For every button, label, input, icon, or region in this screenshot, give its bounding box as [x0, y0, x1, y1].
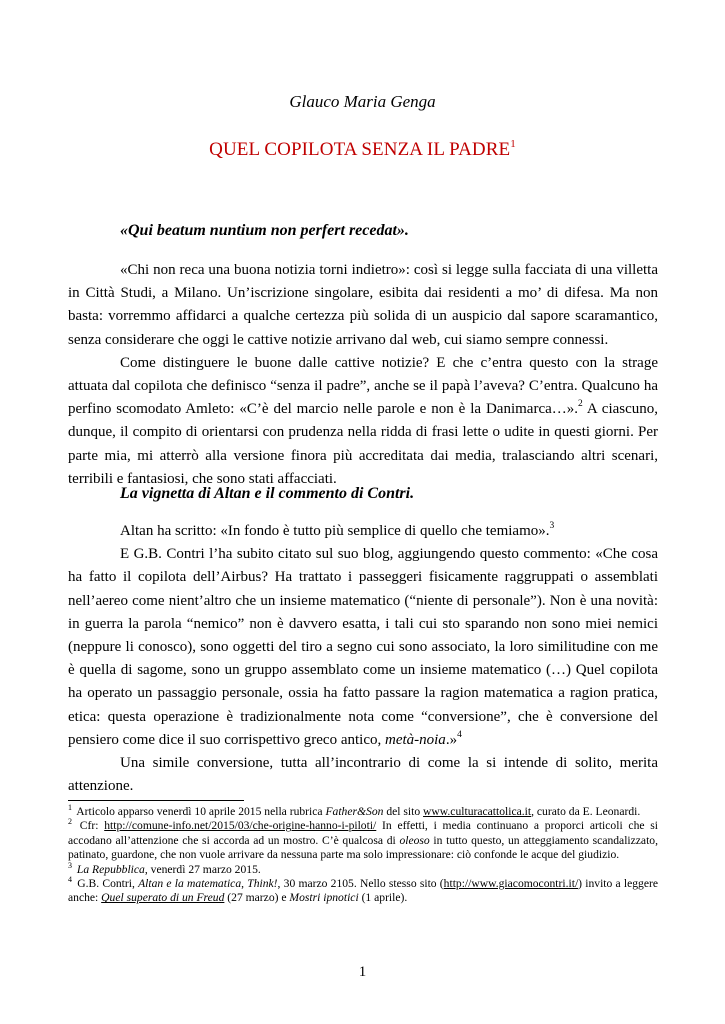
footnotes: [68, 805, 658, 906]
footnote-text: Articolo apparso venerdì 10 aprile 2015 nella rubrica: [76, 805, 326, 818]
footnote-text: (1 aprile).: [358, 891, 408, 905]
footnote-number: 1: [68, 803, 72, 812]
paragraph: [68, 543, 658, 752]
author-name: Glauco Maria Genga: [289, 92, 436, 111]
footnote-italic: La Repubblica: [76, 862, 145, 876]
footnote-italic: Father&Son: [325, 805, 384, 818]
footnote-text: in tutto questo, un atteggiamento scandalizzato, patinato, guardone, che non vuole arrivare da nessuna parte ma solo impressionare: ciò confonde le acque del giudizio.: [68, 833, 658, 862]
paragraph-text: .»: [445, 731, 458, 748]
paragraph: [68, 520, 658, 543]
footnote-text: Cfr:: [79, 819, 105, 833]
section-heading-altan-contri: La vignetta di Altan e il commento di Contri.: [120, 485, 415, 502]
footnote-link-italic[interactable]: Quel superato di un Freud: [101, 891, 225, 905]
footnote-1: [68, 805, 658, 819]
footnote-text: del sito: [383, 805, 424, 818]
footnote-italic: oleoso: [399, 833, 430, 847]
footnote-text: , 30 marzo 2105. Nello stesso sito (: [277, 877, 444, 891]
footnote-italic: Think!: [247, 877, 278, 891]
footnote-4: [68, 877, 658, 906]
footnote-italic: Mostri ipnotici: [289, 891, 359, 905]
footnote-2: [68, 819, 658, 862]
footnote-number: 4: [68, 875, 72, 885]
italic-term: metà-noia: [384, 731, 446, 748]
paragraph-text: A ciascuno, dunque, il compito di orientarsi con prudenza nella ridda di frasi lette o udite in questi giorni. Per parte mia, mi atterrò alla versione finora più accreditata dai media, tralasciando altri scenari, terribili e fantasiosi, che sono stati affacciati.: [68, 401, 659, 487]
footnote-number: 2: [68, 817, 72, 827]
footnote-link[interactable]: www.culturacattolica.it: [423, 805, 532, 818]
footnote-separator: [68, 800, 244, 801]
footnote-number: 3: [68, 860, 72, 870]
section-1-body: [68, 259, 658, 491]
footnote-text: ,: [241, 877, 248, 891]
footnote-link[interactable]: http://www.giacomocontri.it/: [443, 877, 579, 891]
page-number: 1: [358, 964, 367, 980]
paragraph: Una simile conversione, tutta all’incontrario di come la si intende di solito, merita attenzione.: [68, 755, 658, 795]
paragraph: «Chi non reca una buona notizia torni indietro»: così si legge sulla facciata di una villetta in Città Studi, a Milano. Un’iscrizione singolare, esibita dai residenti a mo’ di difesa. Ma non basta: vorremmo affidarci a qualche certezza più solida di un auspicio dal sapore scaramantico, senza considerare che oggi le cattive notizie arrivano dal web, cui siamo sempre connessi.: [68, 262, 658, 348]
footnote-ref[interactable]: 2: [578, 399, 583, 410]
footnote-ref[interactable]: 4: [457, 729, 462, 740]
section-2-body: [68, 520, 658, 798]
paragraph-text: E G.B. Contri l’ha subito citato sul suo blog, aggiungendo questo commento: «Che cosa ha fatto il copilota dell’Airbus? Ha trattato i passeggeri fisicamente raggruppati o assemblati nell’aereo come nient’altro che un insieme matematico (“niente di personale”). Non è una novità: in guerra la parola “nemico” non è davvero esatta, i tali cui sto sparando non sono miei nemici (neppure li conosco), sono oggetti del tiro a segno cui sono associato, la loro similitudine con me è quella di sagome, sono un gruppo assemblato come un insieme matematico (…) Quel copilota ha operato un passaggio personale, ossia ha fatto passare la ragion matematica a ragion pratica, etica: questa operazione è tradizionalmente nota come “conversione”, che è conversione del pensiero come dice il suo corrispettivo greco antico,: [68, 546, 658, 748]
footnote-ref[interactable]: 3: [549, 521, 555, 531]
footnote-text: , venerdì 27 marzo 2015.: [144, 862, 261, 876]
paragraph-text: Come distinguere le buone dalle cattive notizie? E che c’entra questo con la strage attuata dal copilota che definisco “senza il padre”, anche se il papà l’aveva? C’entra. Qualcuno ha perfino scomodato Amleto: «C’è del marcio nelle parole e non è la Danimarca…».: [68, 354, 658, 418]
section-heading-latin-motto: «Qui beatum nuntium non perfert recedat».: [120, 222, 409, 239]
footnote-text: G.B. Contri,: [77, 877, 139, 891]
footnote-text: In effetti, i media continuano a proporci articoli che si accodano all’attenzione che si accorda ad un mostro. C’è qualcosa di: [68, 819, 658, 847]
paragraph-text: Altan ha scritto: «In fondo è tutto più semplice di quello che temiamo».: [120, 523, 550, 539]
title-footnote-ref[interactable]: 1: [510, 138, 516, 150]
footnote-text: (27 marzo) e: [224, 891, 290, 905]
footnote-text: , curato da E. Leonardi.: [531, 805, 641, 818]
paragraph: [68, 352, 658, 491]
footnote-link[interactable]: http://comune-info.net/2015/03/che-origine-hanno-i-piloti/: [104, 819, 377, 833]
article-title: [0, 138, 725, 161]
footnote-text: ) invito a leggere anche:: [68, 877, 658, 905]
footnote-italic: Altan e la matematica: [138, 877, 242, 891]
footnote-3: [68, 860, 658, 877]
title-text: QUEL COPILOTA SENZA IL PADRE: [209, 139, 511, 160]
